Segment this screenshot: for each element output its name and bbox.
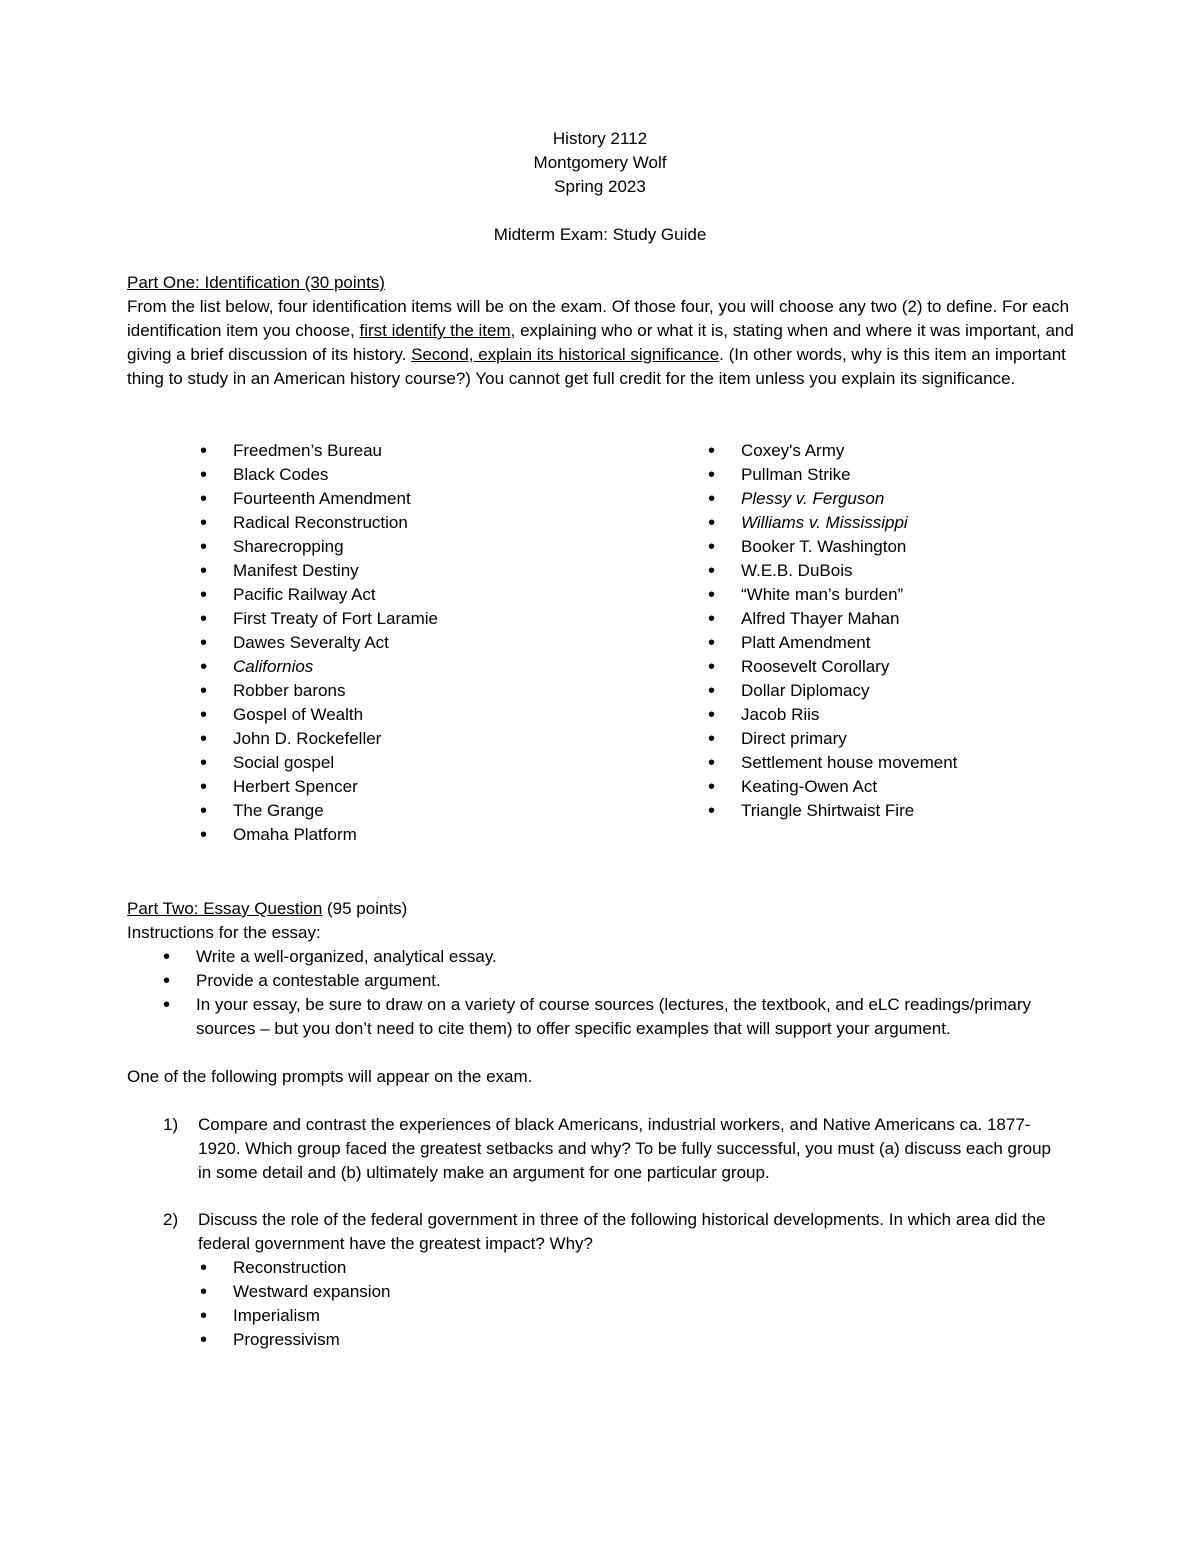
prompt-2 [163,1208,1063,1256]
list-item: • Settlement house movement [708,751,1168,775]
list-item: • Pullman Strike [708,463,1168,487]
list-item: • Alfred Thayer Mahan [708,607,1168,631]
list-item: • Triangle Shirtwaist Fire [708,799,1168,823]
document-header [0,127,1200,199]
list-item: • Omaha Platform [200,823,660,847]
term: Spring 2023 [554,177,646,196]
list-item: • Radical Reconstruction [200,511,660,535]
list-item: • Freedmen’s Bureau [200,439,660,463]
essay-instructions-label: Instructions for the essay: [127,923,321,942]
list-item: • Direct primary [708,727,1168,751]
instructor-name: Montgomery Wolf [533,153,667,172]
instructions-text-2: , explaining who or what it is, stating when and where it was important, and giving a brief discussion of its history. [127,321,1074,364]
list-item: • Pacific Railway Act [200,583,660,607]
list-item: • Reconstruction [200,1256,700,1280]
prompt-text: Discuss the role of the federal government in three of the following historical developments. In which area did the federal government have the greatest impact? Why? [198,1210,1046,1253]
list-item: • In your essay, be sure to draw on a variety of course sources (lectures, the textbook, and eLC readings/primary sources – but you don’t need to cite them) to offer specific examples that will support your argument. [163,993,1093,1041]
list-item: • Plessy v. Ferguson [708,487,1168,511]
list-item: • Sharecropping [200,535,660,559]
identification-list-right [708,439,1168,823]
part-two-heading [127,897,1077,921]
list-item: • Booker T. Washington [708,535,1168,559]
list-item: • “White man’s burden” [708,583,1168,607]
list-item: • Progressivism [200,1328,700,1352]
identification-list-left [200,439,660,847]
instructions-text-1: From the list below, four identification items will be on the exam. Of those four, you will choose any two (2) to define. For each identification item you choose, [127,297,1070,340]
list-item: • Manifest Destiny [200,559,660,583]
list-item: • Roosevelt Corollary [708,655,1168,679]
list-item: • First Treaty of Fort Laramie [200,607,660,631]
list-item: • Black Codes [200,463,660,487]
part-one-heading: Part One: Identification (30 points) [127,273,385,292]
list-item: • Imperialism [200,1304,700,1328]
course-title: History 2112 [552,129,648,148]
instructions-underline-1: first identify the item [359,321,511,340]
part-two-heading-points: (95 points) [322,899,408,918]
list-item: • Herbert Spencer [200,775,660,799]
prompt-number: 2) [163,1210,179,1229]
part-two-heading-underlined: Part Two: Essay Question [127,899,323,918]
instructions-text-3: . (In other words, why is this item an important thing to study in an American history course?) You cannot get full credit for the item unless you explain its significance. [127,345,1066,388]
instructions-underline-2: Second, explain its historical significance [411,345,720,364]
list-item: • Platt Amendment [708,631,1168,655]
list-item: • Provide a contestable argument. [163,969,1093,993]
list-item: • Gospel of Wealth [200,703,660,727]
list-item: • Californios [200,655,660,679]
essay-instructions-list [163,945,1093,1041]
list-item: • Robber barons [200,679,660,703]
list-item: • Dawes Severalty Act [200,631,660,655]
prompt-2-developments-list [200,1256,700,1352]
list-item: • Write a well-organized, analytical essay. [163,945,1093,969]
list-item: • Fourteenth Amendment [200,487,660,511]
prompt-number: 1) [163,1115,179,1134]
list-item: • The Grange [200,799,660,823]
exam-title: Midterm Exam: Study Guide [493,225,707,244]
list-item: • Keating-Owen Act [708,775,1168,799]
prompt-intro: One of the following prompts will appear on the exam. [127,1067,533,1086]
list-item: • Williams v. Mississippi [708,511,1168,535]
part-one-instructions [127,295,1077,391]
list-item: • Dollar Diplomacy [708,679,1168,703]
list-item: • W.E.B. DuBois [708,559,1168,583]
list-item: • John D. Rockefeller [200,727,660,751]
list-item: • Social gospel [200,751,660,775]
list-item: • Westward expansion [200,1280,700,1304]
prompt-1 [163,1113,1063,1185]
list-item: • Jacob Riis [708,703,1168,727]
list-item: • Coxey's Army [708,439,1168,463]
prompt-text: Compare and contrast the experiences of black Americans, industrial workers, and Native Americans ca. 1877-1920. Which group faced the greatest setbacks and why? To be fully successful, you must (a) discuss each group in some detail and (b) ultimately make an argument for one particular group. [198,1115,1051,1182]
